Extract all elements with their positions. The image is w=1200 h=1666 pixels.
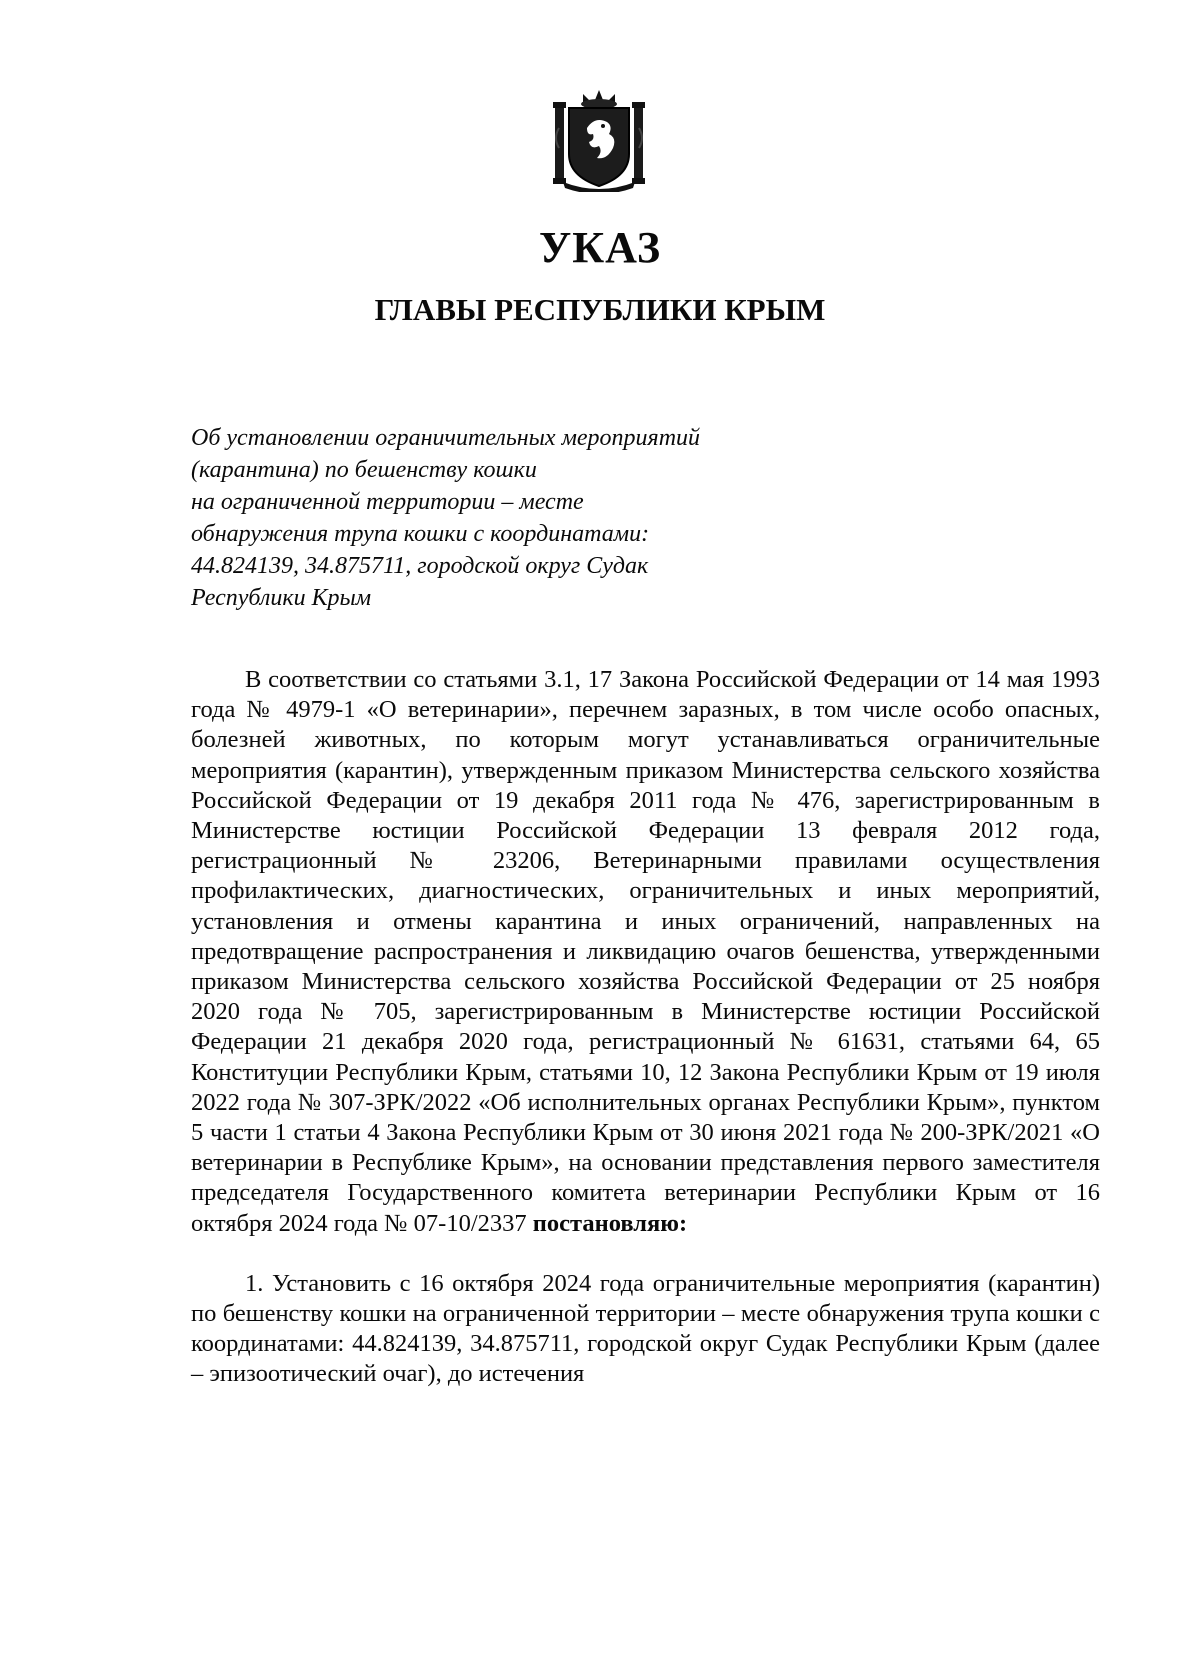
caption-line: на ограниченной территории – месте — [191, 489, 584, 515]
caption-line: (карантина) по бешенству кошки — [191, 457, 537, 483]
resolution-keyword: постановляю: — [532, 1209, 688, 1237]
document-subtitle: ГЛАВЫ РЕСПУБЛИКИ КРЫМ — [374, 292, 826, 327]
caption-line: обнаружения трупа кошки с координатами: — [191, 521, 650, 547]
caption-line: 44.824139, 34.875711, городской округ Судак — [191, 553, 649, 579]
preamble-text: В соответствии со статьями 3.1, 17 Закона Российской Федерации от 14 мая 1993 года № 4979-1 «О ветеринарии», перечнем заразных, в том числе особо опасных, болезней животных, по которым могут устанавливаться ограничительные мероприятия (карантин), утвержденным приказом Министерства сельского хозяйства Российской Федерации от 19 декабря 2011 года № 476, зарегистрированным в Министерстве юстиции Российской Федерации 13 февраля 2012 года, регистрационный № 23206, Ветеринарными правилами осуществления профилактических, диагностических, ограничительных и иных мероприятий, установления и отмены карантина и иных ограничений, направленных на предотвращение распространения и ликвидацию очагов бешенства, утвержденными приказом Министерства сельского хозяйства Российской Федерации от 25 ноября 2020 года № 705, зарегистрированным в Министерстве юстиции Российской Федерации 21 декабря 2020 года, регистрационный № 61631, статьями 64, 65 Конституции Республики Крым, статьями 10, 12 Закона Республики Крым от 19 июля 2022 года № 307-ЗРК/2022 «Об исполнительных органах Республики Крым», пунктом 5 части 1 статьи 4 Закона Республики Крым от 30 июня 2021 года № 200-ЗРК/2021 «О ветеринарии в Республике Крым», на основании представления первого заместителя председателя Государственного комитета ветеринарии Республики Крым от 16 октября 2024 года № 07-10/2337 — [191, 666, 1100, 1237]
preamble-paragraph — [191, 665, 1100, 1239]
clause-1-paragraph: 1. Установить с 16 октября 2024 года ограничительные мероприятия (карантин) по бешенству кошки на ограниченной территории – месте обнаружения трупа кошки с координатами: 44.824139, 34.875711, городской округ Судак Республики Крым (далее – эпизоотический очаг), до истечения — [191, 1269, 1100, 1388]
decree-body — [191, 665, 1100, 1390]
decree-caption — [191, 422, 891, 614]
document-title: УКАЗ — [538, 223, 662, 272]
crimea-coat-of-arms-emblem — [553, 88, 645, 192]
caption-line: Республики Крым — [191, 585, 372, 611]
caption-line: Об установлении ограничительных мероприятий — [191, 425, 701, 451]
